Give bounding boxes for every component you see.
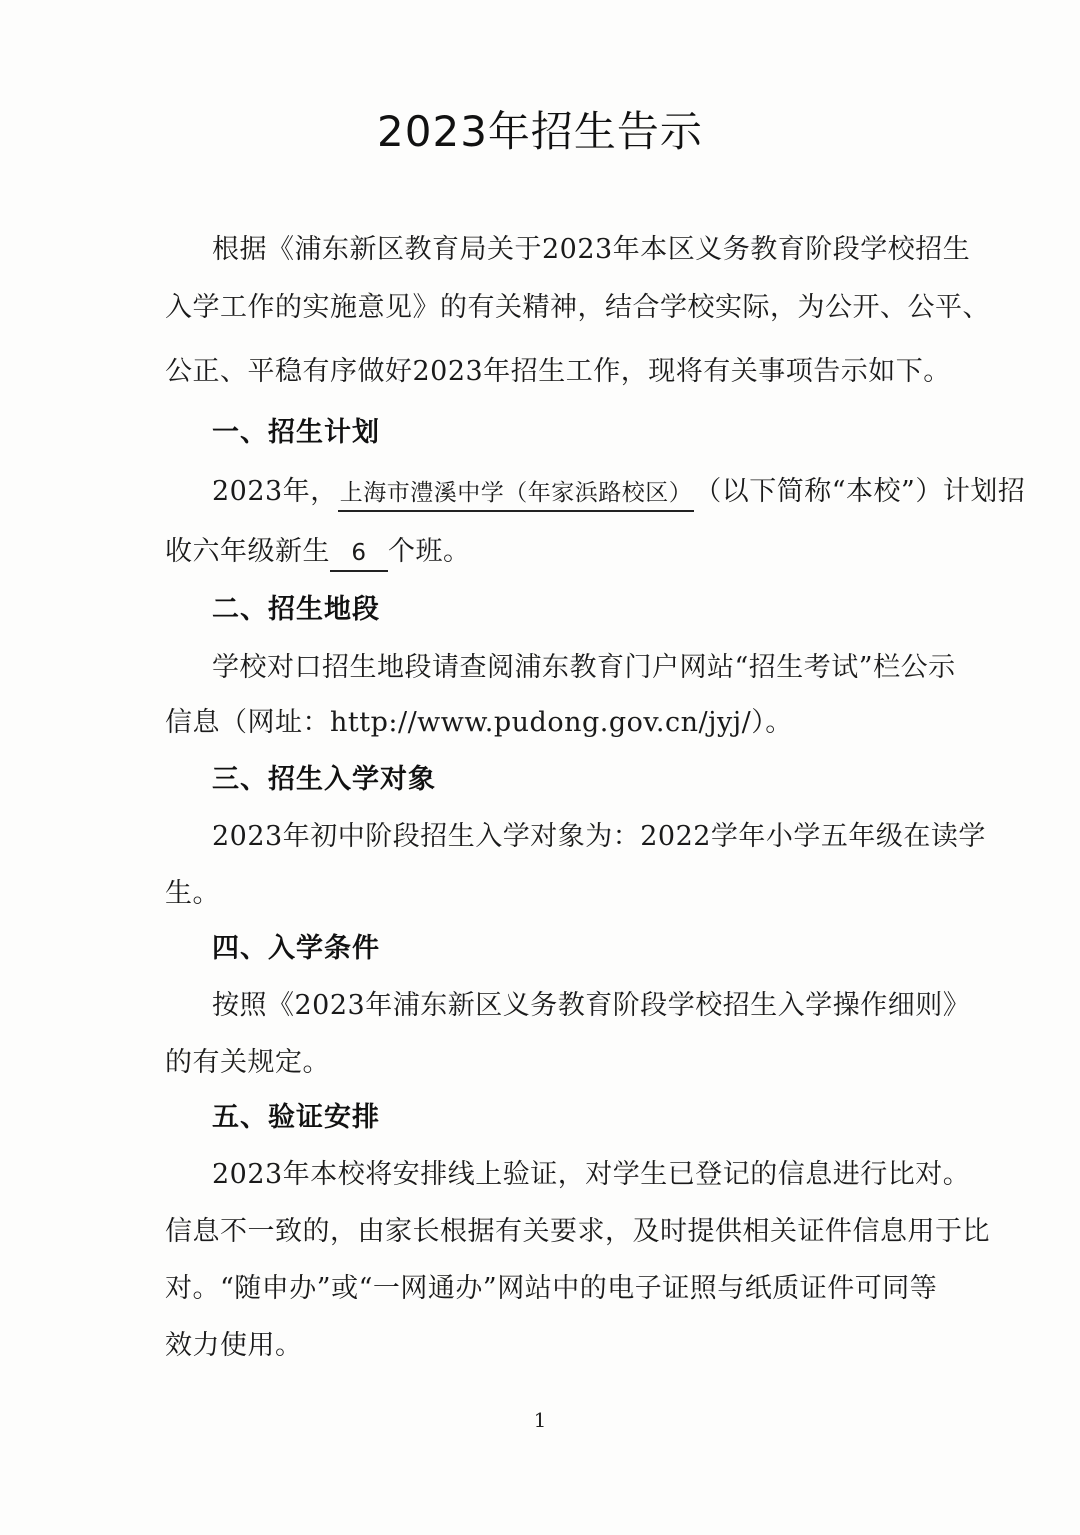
section-1-heading: 一、招生计划: [212, 417, 380, 448]
intro-line-1: 根据《浦东新区教育局关于2023年本区义务教育阶段学校招生: [212, 234, 971, 265]
section-1-line-2-prefix: 收六年级新生: [165, 536, 330, 567]
section-4-line-1: 按照《2023年浦东新区义务教育阶段学校招生入学操作细则》: [212, 990, 971, 1021]
section-5-line-4: 效力使用。: [165, 1330, 303, 1361]
school-name-field: 上海市澧溪中学（年家浜路校区）: [338, 476, 695, 512]
section-4-line-2: 的有关规定。: [165, 1047, 330, 1078]
section-4-heading: 四、入学条件: [212, 933, 380, 964]
section-3-heading: 三、招生入学对象: [212, 764, 436, 795]
document-title: 2023年招生告示: [377, 107, 703, 156]
section-1-line-1-suffix: （以下简称“本校”）计划招: [694, 476, 1026, 507]
section-5-heading: 五、验证安排: [212, 1102, 380, 1133]
section-1-line-2: [165, 532, 945, 572]
intro-line-3: 公正、平稳有序做好2023年招生工作，现将有关事项告示如下。: [165, 356, 951, 387]
section-1-line-2-suffix: 个班。: [388, 536, 471, 567]
class-count-field: 6: [330, 536, 388, 572]
section-2-heading: 二、招生地段: [212, 594, 380, 625]
section-5-line-1: 2023年本校将安排线上验证，对学生已登记的信息进行比对。: [212, 1159, 971, 1190]
page-number: 1: [533, 1408, 547, 1432]
section-2-line-2: 信息（网址：http://www.pudong.gov.cn/jyj/）。: [165, 707, 793, 738]
section-2-line-1: 学校对口招生地段请查阅浦东教育门户网站“招生考试”栏公示: [212, 652, 956, 683]
section-1-line-1-prefix: 2023年，: [212, 476, 338, 507]
section-5-line-3: 对。“随申办”或“一网通办”网站中的电子证照与纸质证件可同等: [165, 1273, 938, 1304]
intro-line-2: 入学工作的实施意见》的有关精神，结合学校实际，为公开、公平、: [165, 292, 990, 323]
section-5-line-2: 信息不一致的，由家长根据有关要求，及时提供相关证件信息用于比: [165, 1216, 990, 1247]
section-3-line-1: 2023年初中阶段招生入学对象为：2022学年小学五年级在读学: [212, 821, 986, 852]
section-3-line-2: 生。: [165, 878, 220, 909]
section-1-line-1: [212, 472, 1026, 512]
